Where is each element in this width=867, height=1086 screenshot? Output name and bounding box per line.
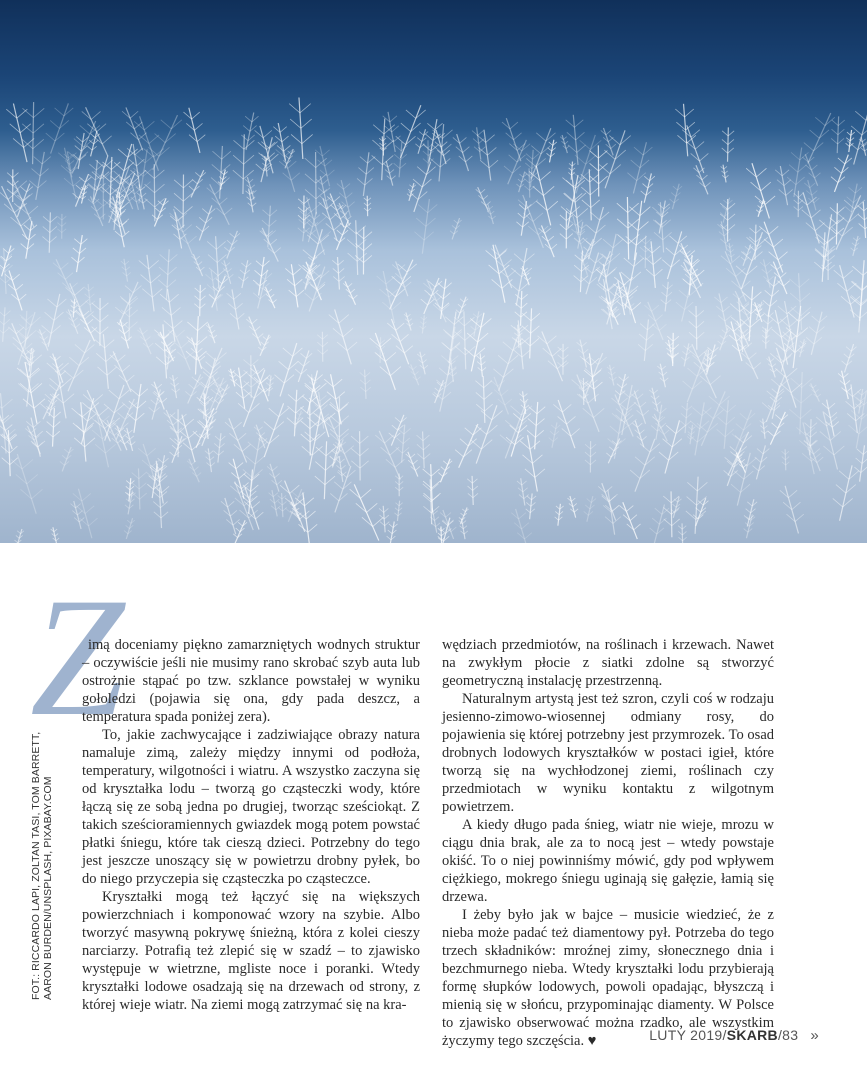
- frost-crystal: [778, 301, 801, 352]
- frost-crystal: [267, 464, 282, 492]
- frost-crystal: [233, 134, 255, 194]
- frost-crystal: [644, 241, 663, 288]
- frost-crystal: [211, 146, 231, 199]
- frost-crystal: [809, 383, 820, 401]
- frost-crystal: [517, 478, 529, 505]
- frost-crystal: [584, 496, 596, 522]
- frost-crystal: [139, 255, 163, 312]
- article-column-right: [442, 636, 774, 1050]
- frost-crystal: [420, 315, 427, 333]
- frost-crystal: [394, 142, 408, 177]
- frost-crystal: [337, 180, 355, 216]
- frost-crystal: [598, 483, 619, 520]
- frost-crystal: [423, 279, 449, 322]
- frost-crystal: [752, 445, 769, 479]
- frost-crystal: [787, 148, 808, 197]
- paragraph-text: – oczywiście jeśli nie musimy rano skrobać szyb auta lub ostrożnie stąpać po tzw. szklance powstałej w wyniku gołoledzi (pojawia się ona, gdy pada deszcz, a temperatura spada poniżej zera).: [82, 655, 420, 725]
- frost-crystal: [560, 135, 569, 153]
- frost-crystal: [336, 456, 347, 482]
- frost-crystal: [206, 323, 217, 343]
- frost-crystal: [724, 448, 745, 486]
- frost-crystal: [379, 136, 386, 155]
- frost-crystal: [831, 116, 845, 153]
- frost-crystal: [662, 231, 687, 279]
- frost-crystal: [379, 506, 389, 532]
- frost-crystal: [407, 183, 416, 201]
- frost-crystal: [671, 497, 682, 518]
- frost-crystal: [633, 421, 647, 447]
- frost-crystal: [601, 128, 616, 155]
- frost-crystal: [95, 334, 117, 389]
- frost-crystal: [350, 484, 384, 540]
- photo-credit: [30, 731, 54, 1000]
- frost-crystal: [518, 195, 548, 248]
- frost-crystal: [796, 422, 820, 474]
- frost-crystal: [57, 214, 66, 239]
- frost-crystal: [798, 339, 807, 357]
- frost-crystal: [383, 112, 401, 152]
- frost-crystal: [73, 133, 89, 169]
- frost-crystal: [667, 333, 679, 366]
- frost-crystal: [329, 309, 357, 364]
- frost-crystal: [196, 205, 215, 240]
- frost-crystal: [83, 390, 114, 441]
- frost-crystal: [727, 321, 747, 361]
- frost-crystal: [844, 384, 864, 433]
- frost-crystal: [245, 177, 256, 199]
- frost-crystal: [585, 441, 596, 472]
- frost-crystal: [472, 127, 485, 159]
- frost-crystal: [38, 329, 50, 350]
- frost-crystal: [606, 439, 621, 464]
- frost-crystal: [638, 319, 655, 361]
- frost-crystal: [851, 236, 861, 256]
- frost-crystal: [274, 343, 302, 396]
- paragraph: I żeby było jak w bajce – musicie wiedzieć, że z nieba może padać też diamentowy pył. Potrzeba do tego trzech składników: mroźnej zimy, słonecznego dnia i bezchmurnego nieba. Wtedy kryształki lodu przybierają formę słupków lodowych, powoli opadając, błyszczą i mienią się w słońcu, przypominając diamenty. W Polsce to zjawisko obserwować można rzadko, ale wszystkim życzymy tego szczęścia. ♥: [442, 907, 774, 1049]
- frost-crystal: [170, 409, 187, 457]
- frost-crystal: [650, 504, 669, 543]
- frost-crystal: [806, 312, 827, 355]
- frost-crystal: [415, 129, 428, 153]
- frost-crystal: [343, 281, 357, 304]
- frost-crystal: [394, 501, 402, 521]
- frost-crystal: [767, 357, 778, 378]
- frost-crystal: [555, 504, 564, 526]
- frost-crystal: [153, 487, 168, 528]
- frost-crystal: [675, 104, 696, 157]
- frost-crystal: [228, 369, 237, 387]
- frost-crystal: [566, 115, 586, 165]
- frost-crystal: [360, 370, 371, 399]
- frost-crystal: [151, 382, 166, 410]
- frost-crystal: [722, 127, 734, 161]
- frost-crystal: [193, 408, 217, 448]
- frost-crystal: [718, 328, 731, 351]
- frost-crystal: [736, 232, 768, 289]
- frost-crystal: [467, 476, 478, 505]
- frost-crystal: [775, 166, 793, 205]
- page-footer: [649, 1027, 819, 1044]
- frost-crystal: [319, 198, 342, 240]
- frost-crystal: [717, 400, 736, 449]
- frost-crystal: [327, 193, 347, 227]
- frost-crystal: [572, 374, 605, 431]
- frost-crystal: [641, 173, 655, 202]
- frost-crystal: [768, 412, 788, 445]
- frost-crystal: [387, 521, 398, 543]
- drop-cap-glyph: Z: [30, 582, 125, 722]
- frost-crystal: [834, 265, 860, 317]
- frost-crystal: [259, 403, 289, 457]
- frost-crystal: [732, 410, 755, 451]
- frost-crystal: [558, 344, 569, 375]
- frost-crystal: [71, 235, 87, 272]
- paragraph: wędziach przedmiotów, na roślinach i krzewach. Nawet na zwykłym płocie z siatki zdolne są stworzyć geometryczną instalację przestrzenną.: [442, 637, 774, 689]
- frost-crystal: [351, 431, 369, 480]
- frost-crystal: [665, 340, 676, 364]
- frost-crystal: [51, 527, 59, 543]
- frost-crystal: [121, 259, 131, 282]
- frost-crystal: [630, 439, 660, 492]
- frost-crystal: [64, 340, 95, 391]
- frost-crystal: [330, 466, 355, 512]
- frost-crystal: [768, 386, 784, 419]
- frost-crystal: [0, 246, 14, 277]
- frost-crystal: [515, 291, 528, 326]
- frost-crystal: [406, 452, 420, 477]
- frost-crystal: [238, 260, 251, 288]
- frost-crystal: [194, 285, 205, 316]
- frost-crystal: [134, 116, 164, 170]
- frost-crystal: [225, 418, 251, 462]
- frost-crystal: [246, 317, 263, 346]
- frost-crystal: [50, 354, 66, 383]
- frost-crystal: [607, 365, 617, 386]
- article-column-left: [82, 636, 420, 1014]
- frost-crystal: [115, 282, 141, 325]
- frost-crystal: [99, 385, 129, 441]
- frost-crystal: [659, 420, 686, 473]
- frost-crystal: [560, 211, 573, 248]
- frost-crystal: [714, 293, 731, 330]
- frost-crystal: [471, 311, 483, 336]
- frost-crystal: [798, 192, 825, 243]
- frost-crystal: [681, 343, 692, 366]
- next-page-arrow-icon[interactable]: »: [810, 1027, 819, 1044]
- frost-crystal: [417, 431, 431, 468]
- frost-crystal: [168, 326, 194, 370]
- frost-crystal: [567, 496, 578, 518]
- frost-crystal: [383, 161, 395, 185]
- frost-crystal: [794, 191, 803, 217]
- frost-crystal: [549, 422, 560, 447]
- frost-crystal: [583, 207, 609, 259]
- magazine-brand: SKARB: [726, 1027, 778, 1043]
- frost-crystal: [186, 316, 208, 374]
- frost-crystal: [833, 465, 859, 520]
- frost-crystal: [260, 228, 281, 262]
- paragraph: Naturalnym artystą jest też szron, czyli coś w rodzaju jesienno-zimowo-wiosennej odmiany rosy, do pojawienia się której potrzebny jest przymrozek. To osad drobnych lodowych kryształków w postaci igieł, które tworzą się na wychłodzonej ziemi, roślinach czy przedmiotach w wyniku kontaktu z wilgotnym powietrzem.: [442, 691, 774, 815]
- frost-crystal: [15, 529, 24, 543]
- frost-crystal: [477, 353, 486, 376]
- frost-crystal: [760, 259, 774, 287]
- frost-crystal: [377, 271, 401, 323]
- photo-credit-line1: FOT.: RICCARDO LAPI, ZOLTAN TASI, TOM BARRETT,: [30, 731, 42, 1000]
- frost-crystal: [357, 152, 375, 196]
- frost-crystal: [423, 479, 439, 524]
- frost-crystal: [370, 333, 401, 390]
- frost-crystal: [526, 493, 536, 519]
- frost-crystal: [721, 165, 729, 183]
- frost-crystal: [110, 351, 135, 392]
- frost-crystal: [25, 426, 42, 454]
- frost-crystal: [769, 310, 795, 365]
- frost-crystal: [332, 257, 344, 289]
- frost-crystal: [144, 164, 164, 221]
- frost-crystal: [434, 363, 457, 411]
- frost-crystal: [71, 501, 85, 529]
- frost-crystal: [521, 308, 539, 358]
- frost-crystal: [154, 324, 175, 378]
- frost-crystal: [183, 108, 205, 153]
- frost-crystal: [66, 309, 80, 333]
- frost-crystal: [854, 445, 867, 481]
- frost-crystal: [364, 196, 371, 216]
- frost-crystal: [589, 145, 607, 196]
- frost-crystal: [475, 376, 492, 423]
- frost-crystal: [0, 307, 10, 342]
- frost-crystal: [60, 447, 74, 472]
- frost-crystal: [375, 431, 404, 480]
- frost-crystal: [802, 154, 820, 185]
- frost-crystal: [285, 264, 304, 307]
- frost-crystal: [782, 449, 790, 470]
- frost-crystal: [278, 493, 287, 517]
- frost-crystal: [409, 364, 421, 385]
- frost-crystal: [254, 425, 267, 448]
- frost-crystal: [620, 502, 641, 539]
- frost-crystal: [831, 155, 852, 192]
- frost-crystal: [790, 372, 813, 434]
- frost-crystal: [417, 352, 428, 375]
- frost-crystal: [177, 415, 201, 462]
- frost-crystal: [780, 486, 804, 534]
- frost-crystal: [187, 459, 201, 482]
- frost-crystal: [438, 459, 452, 483]
- frost-crystal: [92, 298, 109, 346]
- frost-crystal: [46, 103, 74, 153]
- frost-crystal: [205, 448, 215, 472]
- frost-crystal: [502, 118, 525, 161]
- frost-crystal: [227, 289, 245, 329]
- frost-crystal: [504, 140, 530, 184]
- frost-crystal: [148, 115, 181, 170]
- frost-crystal: [717, 221, 730, 250]
- frost-crystal: [213, 433, 225, 462]
- frost-crystal: [5, 270, 26, 310]
- frost-crystal: [276, 145, 300, 192]
- frost-crystal: [6, 104, 34, 163]
- issue-date: LUTY 2019/: [649, 1027, 727, 1043]
- frost-crystal: [264, 287, 277, 308]
- paragraph: [82, 636, 420, 726]
- frost-crystal: [450, 218, 462, 239]
- frost-crystal: [640, 236, 652, 269]
- frost-crystal: [211, 376, 225, 398]
- frost-crystal: [857, 202, 867, 238]
- frost-crystal: [11, 454, 42, 514]
- frost-crystal: [511, 509, 532, 543]
- frost-crystal: [689, 306, 705, 350]
- frost-crystal: [324, 374, 347, 424]
- frost-crystal: [414, 199, 437, 254]
- frost-crystal: [218, 170, 228, 190]
- frost-crystal: [720, 199, 735, 241]
- frost-crystal: [602, 490, 621, 535]
- frost-crystal: [453, 134, 472, 171]
- paragraph: Kryształki mogą też łączyć się na większych powierzchniach i komponować wzory na szybie. Albo tworzyć masywną pokrywę śnieżną, która z kolei cieszy narciarzy. Potrafią też zlepić się w szadź – to zjawisko występuje w wietrzne, mgliste noce i poranki. Wtedy kryształki lodowe osadzają się na drzewach od strony, z której wieje wiatr. Na ziemi mogą zatrzymać się na kra-: [82, 889, 420, 1013]
- frost-crystal: [21, 221, 37, 259]
- frost-crystal: [500, 401, 532, 459]
- frost-crystal: [735, 453, 747, 473]
- frost-crystal: [663, 491, 679, 537]
- frost-crystal: [789, 273, 810, 330]
- frost-crystal: [189, 170, 206, 197]
- frost-crystal: [430, 124, 452, 181]
- frost-crystal: [519, 391, 529, 414]
- frost-crystal: [459, 518, 468, 539]
- frost-crystal: [553, 400, 579, 448]
- frost-crystal: [661, 282, 673, 312]
- frost-crystal: [725, 432, 752, 476]
- frost-crystal: [652, 202, 671, 252]
- frost-crystal: [838, 371, 852, 399]
- frost-crystal: [527, 402, 545, 449]
- frost-crystal: [615, 374, 629, 402]
- frost-crystal: [733, 291, 753, 323]
- paragraph: To, jakie zachwycające i zadziwiające obrazy natura namaluje zimą, zależy między innymi od podłoża, temperatury, wilgotności i wiatru. A wszystko zaczyna się od kryształka lodu – tworzą go cząsteczki wody, które łączą się ze sobą jedna po drugiej, tworząc sześciokąt. Z takich sześcioramiennych gwiazdek mogą potem powstać płatki śniegu, które tak cieszą dzieci. Potrzebny do tego jest jeszcze unoszący się w powietrzu drobny pyłek, bo do niego przyczepia się cząsteczka po cząsteczce.: [82, 727, 420, 887]
- frost-crystal: [330, 439, 346, 467]
- frost-crystal: [46, 408, 60, 446]
- frost-crystal: [269, 490, 281, 516]
- frost-crystal: [1, 430, 18, 476]
- frost-crystal: [125, 478, 134, 501]
- photo-credit-line2: AARON BURDEN/UNSPLASH, PIXABAY.COM: [42, 776, 54, 1000]
- frost-crystal: [124, 518, 135, 539]
- frost-crystal: [317, 332, 328, 362]
- frost-crystal: [88, 156, 113, 203]
- frost-crystal: [192, 254, 205, 276]
- frost-crystal: [670, 184, 683, 209]
- frost-crystal: [506, 409, 531, 457]
- frost-crystal: [547, 140, 557, 163]
- frost-crystal: [762, 328, 769, 348]
- frost-crystal: [58, 148, 82, 199]
- frost-crystal: [224, 231, 240, 259]
- frost-crystal: [137, 328, 153, 355]
- frost-crystal: [608, 408, 630, 458]
- frost-crystal: [516, 172, 526, 192]
- frost-crystal: [132, 468, 147, 509]
- frost-crystal: [42, 212, 57, 252]
- frost-crystal: [376, 337, 385, 363]
- frost-crystal: [456, 297, 468, 319]
- frost-crystal: [686, 477, 708, 534]
- frost-crystal: [170, 212, 186, 248]
- frost-crystal: [577, 340, 590, 368]
- frost-crystal: [657, 364, 668, 388]
- frost-crystal: [111, 207, 130, 247]
- paragraph: A kiedy długo pada śnieg, wiatr nie wieje, mrozu w ciągu dnia brak, ale za to nocą jest – wtedy powstaje okiść. To o niej powinniśmy mówić, gdy pod wpływem ciężkiego, mokrego śniegu uginają się gałęzie, łamią się drzewa.: [442, 817, 774, 905]
- frost-crystal: [615, 385, 638, 435]
- frost-crystal: [464, 313, 491, 372]
- frost-crystal: [84, 284, 95, 312]
- frost-crystal: [631, 391, 649, 424]
- frost-crystal: [170, 375, 180, 398]
- frost-crystal: [678, 523, 686, 543]
- frost-crystal: [842, 344, 857, 372]
- frost-crystal: [404, 312, 413, 330]
- frost-crystal: [164, 410, 182, 440]
- frost-crystal: [471, 405, 503, 463]
- frost-crystal: [649, 388, 660, 411]
- page-number: /83: [777, 1027, 799, 1043]
- frost-crystal: [763, 277, 781, 317]
- paragraph-first-line: imą doceniamy piękno zamarzniętych wodnych struktur: [88, 637, 420, 653]
- frost-crystal: [214, 385, 230, 410]
- frost-crystal: [804, 113, 835, 163]
- frost-crystal: [26, 418, 45, 457]
